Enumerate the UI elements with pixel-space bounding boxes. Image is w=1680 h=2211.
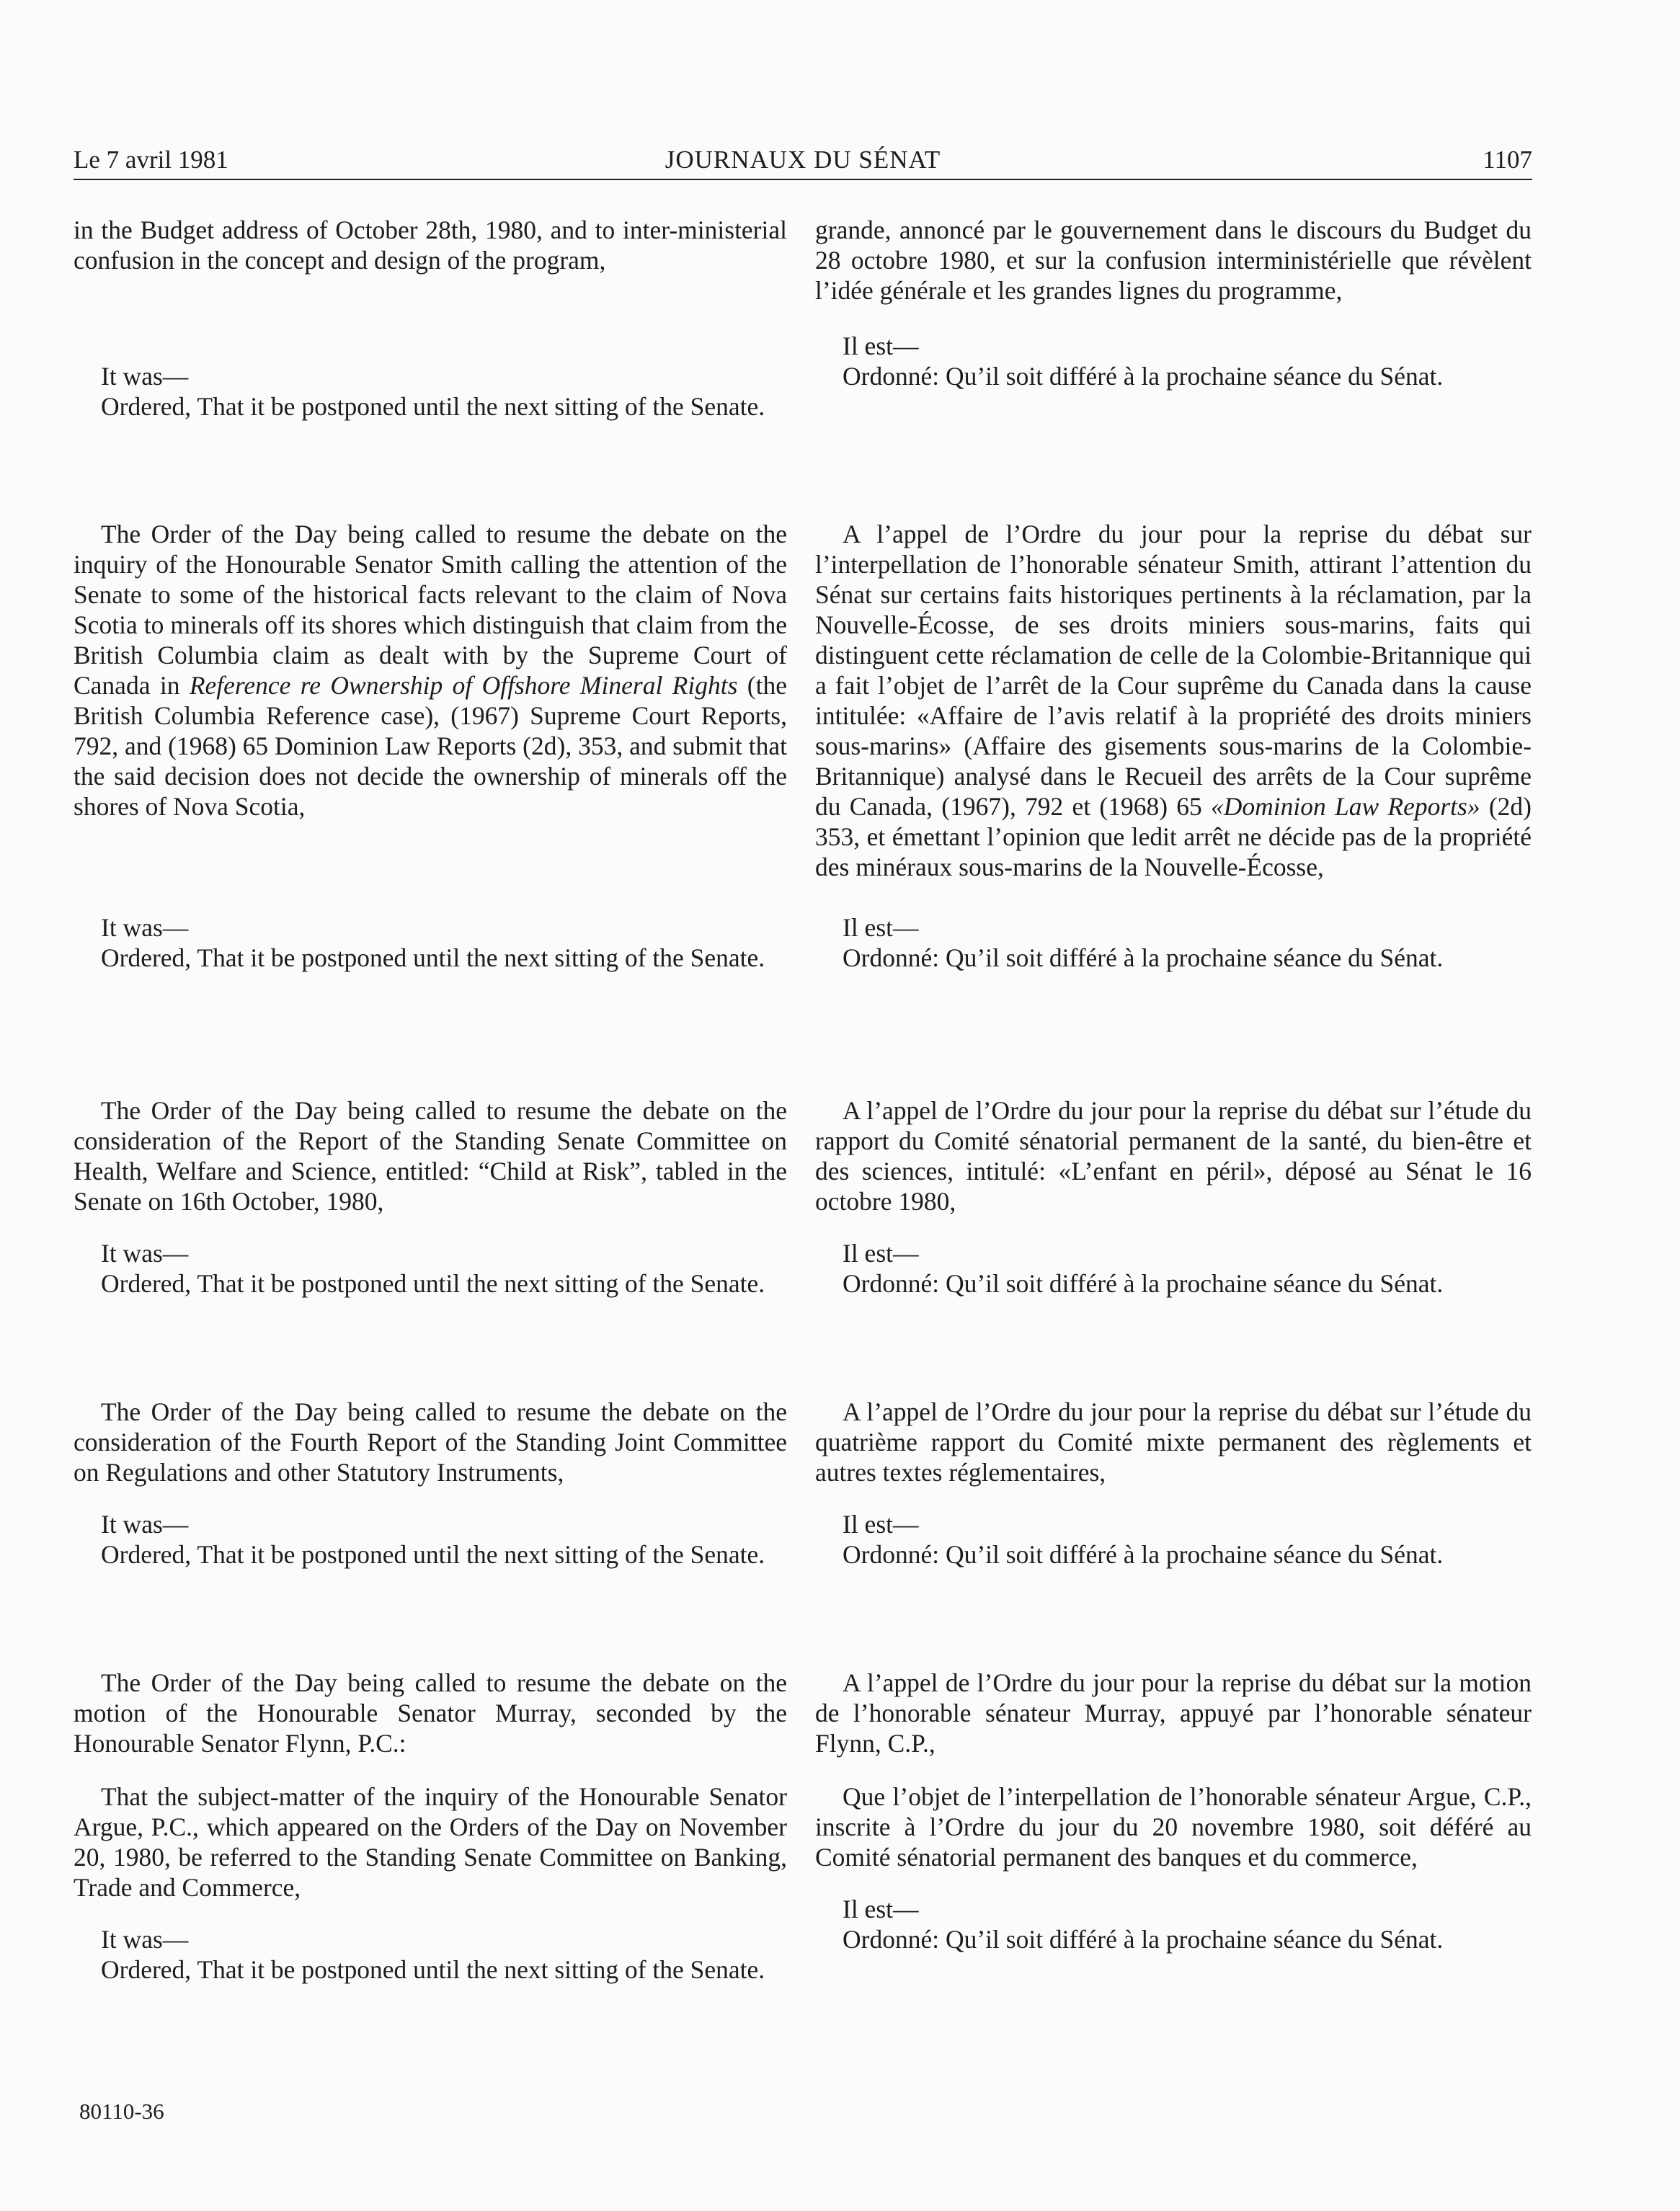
journal-title: JOURNAUX DU SÉNAT (665, 146, 941, 174)
fr-ordonne: Ordonné: Qu’il soit différé à la prochaine séance du Sénat. (843, 1925, 1444, 1954)
fr-paragraph: A l’appel de l’Ordre du jour pour la reprise du débat sur l’étude du quatrième rapport du Comité mixte permanent des règlements et autres textes réglementaires, (815, 1397, 1532, 1487)
fr-block-1 (815, 215, 1532, 391)
en-it-was: It was— (101, 1925, 189, 1954)
en-ordered: Ordered, That it be postponed until the next sitting of the Senate. (101, 392, 765, 421)
en-paragraph: in the Budget address of October 28th, 1980, and to inter-ministerial confusion in the concept and design of the program, (74, 215, 787, 275)
fr-block-2 (815, 519, 1532, 973)
fr-ordonne: Ordonné: Qu’il soit différé à la prochaine séance du Sénat. (843, 362, 1444, 391)
en-ordered: Ordered, That it be postponed until the next sitting of the Senate. (101, 1269, 765, 1298)
en-ordered: Ordered, That it be postponed until the next sitting of the Senate. (101, 1540, 765, 1569)
page-number: 1107 (1483, 146, 1532, 174)
en-it-was: It was— (101, 1239, 189, 1268)
en-paragraph: The Order of the Day being called to resume the debate on the consideration of the Fourth Report of the Standing Joint Committee on Regulations and other Statutory Instruments, (74, 1397, 787, 1487)
header-date: Le 7 avril 1981 (74, 146, 228, 174)
en-it-was: It was— (101, 362, 189, 391)
en-block-3 (74, 1095, 787, 1299)
en-paragraph: The Order of the Day being called to resume the debate on the inquiry of the Honourable Senator Smith calling the attention of the Senate to some of the historical facts relevant to the claim of Nova Scotia to minerals off its shores which distinguish that claim from the British Columbia claim as dealt with by the Supreme Court of Canada in Reference re Ownership of Offshore Mineral Rights (the British Columbia Reference case), (1967) Supreme Court Reports, 792, and (1968) 65 Dominion Law Reports (2d), 353, and submit that the said decision does not decide the ownership of minerals off the shores of Nova Scotia, (74, 520, 787, 821)
en-paragraph: The Order of the Day being called to resume the debate on the motion of the Honourable Senator Murray, seconded by the Honourable Senator Flynn, P.C.: (74, 1668, 787, 1758)
en-block-1 (74, 215, 787, 422)
en-it-was: It was— (101, 913, 189, 942)
en-motion: That the subject-matter of the inquiry of the Honourable Senator Argue, P.C., which appeared on the Orders of the Day on November 20, 1980, be referred to the Standing Senate Committee on Banking, Trade and Commerce, (74, 1782, 787, 1902)
en-ordered: Ordered, That it be postponed until the next sitting of the Senate. (101, 943, 765, 972)
footer-code: 80110-36 (79, 2099, 164, 2124)
en-block-4 (74, 1397, 787, 1570)
fr-il-est: Il est— (843, 1510, 919, 1539)
fr-ordonne: Ordonné: Qu’il soit différé à la prochaine séance du Sénat. (843, 1540, 1444, 1569)
en-ordered: Ordered, That it be postponed until the next sitting of the Senate. (101, 1955, 765, 1984)
fr-paragraph: A l’appel de l’Ordre du jour pour la reprise du débat sur l’interpellation de l’honorable sénateur Smith, attirant l’attention du Sénat sur certains faits historiques pertinents à la réclamation, par la Nouvelle-Écosse, de ses droits miniers sous-marins, faits qui distinguent cette réclamation de celle de la Colombie-Britannique qui a fait l’objet de l’arrêt de la Cour suprême du Canada dans la cause intitulée: «Affaire de l’avis relatif à la propriété des droits miniers sous-marins» (Affaire des gisements sous-marins de la Colombie-Britannique) analysé dans le Recueil des arrêts de la Cour suprême du Canada, (1967), 792 et (1968) 65 «Dominion Law Reports» (2d) 353, et émettant l’opinion que ledit arrêt ne décide pas de la propriété des minéraux sous-marins de la Nouvelle-Écosse, (815, 520, 1532, 881)
en-it-was: It was— (101, 1510, 189, 1539)
case-name: Reference re Ownership of Offshore Mineral Rights (189, 671, 738, 700)
report-name: «Dominion Law Reports» (1211, 792, 1480, 821)
fr-paragraph: A l’appel de l’Ordre du jour pour la reprise du débat sur l’étude du rapport du Comité sénatorial permanent de la santé, du bien-être et des sciences, intitulé: «L’enfant en péril», déposé au Sénat le 16 octobre 1980, (815, 1096, 1532, 1216)
fr-il-est: Il est— (843, 332, 919, 360)
page-header (74, 143, 1532, 180)
fr-paragraph: grande, annoncé par le gouvernement dans le discours du Budget du 28 octobre 1980, et sur la confusion interministérielle que révèlent l’idée générale et les grandes lignes du programme, (815, 215, 1532, 305)
fr-block-3 (815, 1095, 1532, 1299)
en-block-2 (74, 519, 787, 973)
en-paragraph: The Order of the Day being called to resume the debate on the consideration of the Report of the Standing Senate Committee on Health, Welfare and Science, entitled: “Child at Risk”, tabled in the Senate on 16th October, 1980, (74, 1096, 787, 1216)
fr-paragraph: A l’appel de l’Ordre du jour pour la reprise du débat sur la motion de l’honorable sénateur Murray, appuyé par l’honorable sénateur Flynn, C.P., (815, 1668, 1532, 1758)
fr-block-4 (815, 1397, 1532, 1570)
fr-motion: Que l’objet de l’interpellation de l’honorable sénateur Argue, C.P., inscrite à l’Ordre du jour du 20 novembre 1980, soit déféré au Comité sénatorial permanent des banques et du commerce, (815, 1782, 1532, 1872)
en-block-5 (74, 1668, 787, 1985)
fr-ordonne: Ordonné: Qu’il soit différé à la prochaine séance du Sénat. (843, 1269, 1444, 1298)
fr-il-est: Il est— (843, 1239, 919, 1268)
fr-block-5 (815, 1668, 1532, 1954)
fr-il-est: Il est— (843, 1895, 919, 1923)
fr-ordonne: Ordonné: Qu’il soit différé à la prochaine séance du Sénat. (843, 943, 1444, 972)
fr-il-est: Il est— (843, 913, 919, 942)
